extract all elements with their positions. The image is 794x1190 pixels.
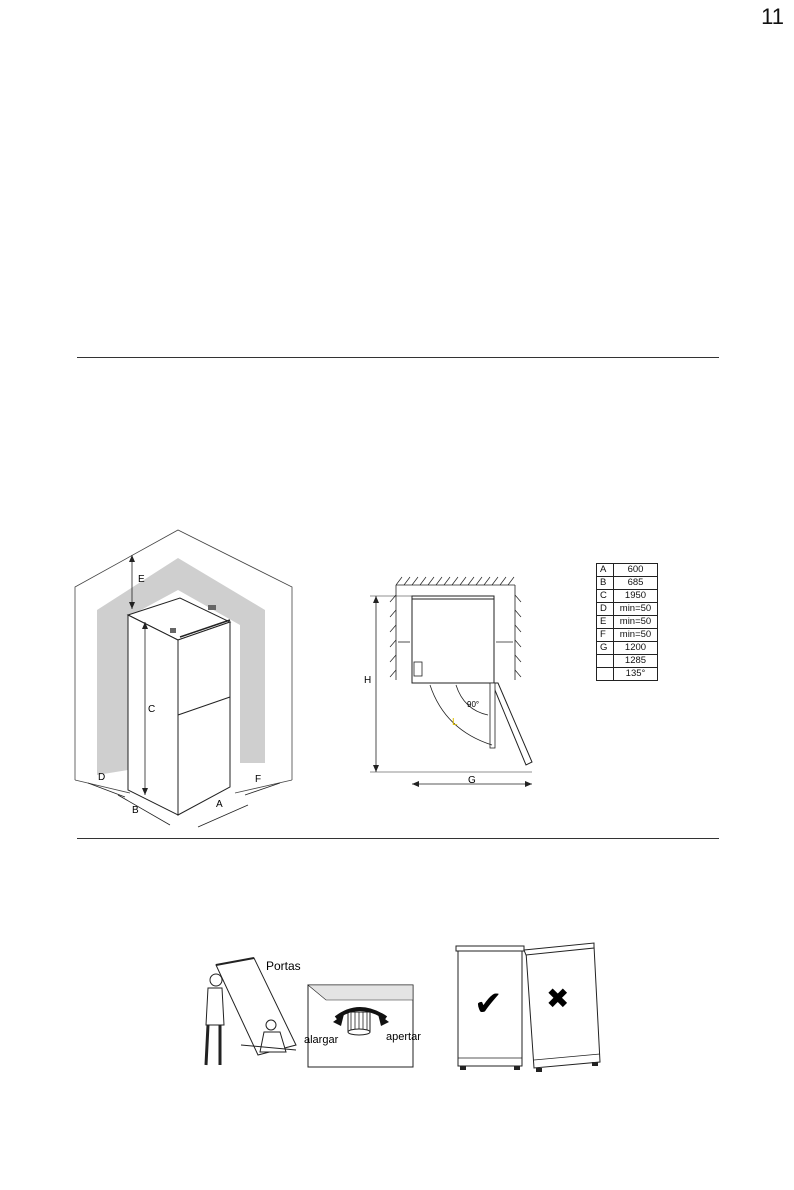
tighten-label: apertar [386,1031,421,1043]
clearance-diagram [70,525,300,835]
label-l: L [452,717,458,728]
lengthen-label: alargar [304,1034,339,1046]
door-opening-diagram [360,570,540,795]
label-d: D [98,772,106,783]
label-angle: 90° [467,700,480,709]
section-divider-bottom [77,838,719,839]
table-row: F min=50 [597,629,658,642]
wrong-mark-icon: ✖ [546,983,570,1014]
table-row: 1285 [597,655,658,668]
leveling-figure [196,940,426,1075]
label-a: A [216,799,223,810]
label-g: G [468,775,476,786]
label-e: E [138,574,145,585]
section-divider-top [77,357,719,358]
table-row: C 1950 [597,590,658,603]
label-b: B [132,805,139,816]
page-number: 11 [761,4,784,29]
tilt-figure [448,940,613,1075]
label-c: C [148,704,156,715]
label-f: F [255,774,262,785]
table-row: E min=50 [597,616,658,629]
correct-mark-icon: ✔ [474,985,503,1023]
doors-label: Portas [266,959,301,973]
table-row: G 1200 [597,642,658,655]
dimension-table [596,563,658,681]
label-h: H [364,675,372,686]
table-row: A 600 [597,564,658,577]
table-row: B 685 [597,577,658,590]
table-row: 135° [597,668,658,681]
table-row: D min=50 [597,603,658,616]
